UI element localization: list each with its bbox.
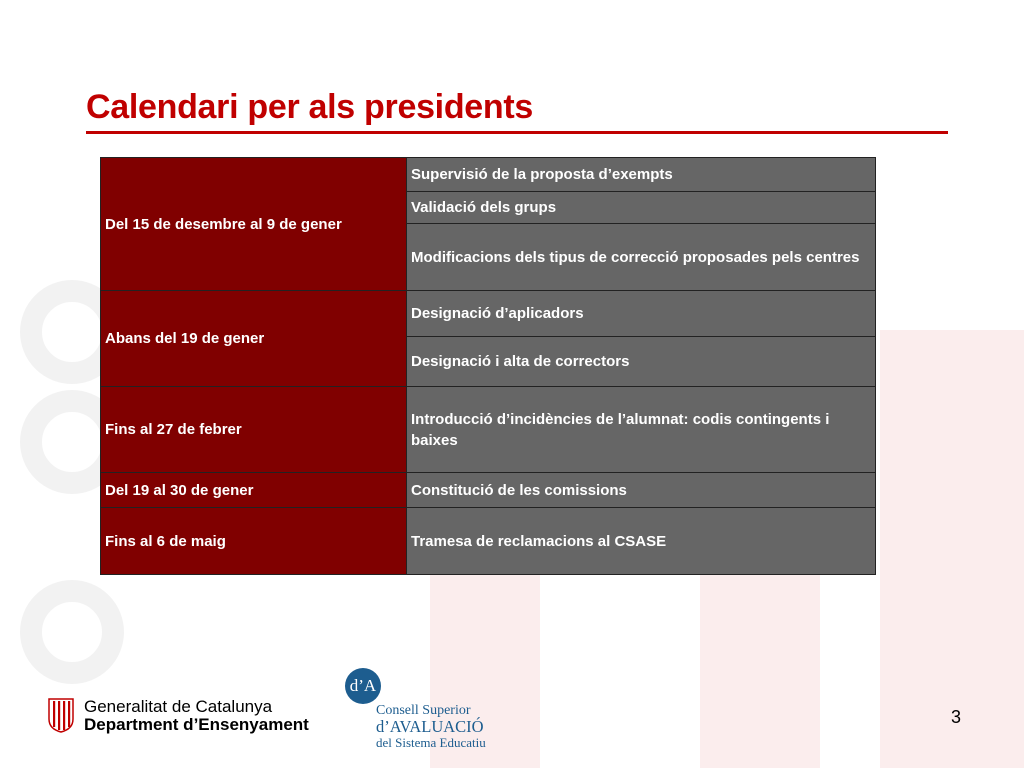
slide-title: Calendari per als presidents xyxy=(86,88,533,126)
schedule-table-body xyxy=(101,158,876,575)
schedule-period: Fins al 6 de maig xyxy=(101,508,407,575)
csase-logo xyxy=(342,666,486,750)
csase-line-2: d’AVALUACIÓ xyxy=(376,717,484,736)
background-watermark-bar xyxy=(880,330,1024,768)
schedule-task: Validació dels grups xyxy=(407,192,876,224)
csase-line-3: del Sistema Educatiu xyxy=(376,735,486,750)
department-name: Department d’Ensenyament xyxy=(84,715,309,734)
schedule-period: Fins al 27 de febrer xyxy=(101,387,407,473)
schedule-row xyxy=(101,508,876,575)
csase-badge-icon: d’A xyxy=(345,668,381,704)
schedule-task: Designació d’aplicadors xyxy=(407,291,876,337)
schedule-row xyxy=(101,291,876,337)
csase-line-1: Consell Superior xyxy=(376,703,471,718)
schedule-period: Abans del 19 de gener xyxy=(101,291,407,387)
schedule-period: Del 15 de desembre al 9 de gener xyxy=(101,158,407,291)
schedule-task: Constitució de les comissions xyxy=(407,473,876,508)
schedule-task: Modificacions dels tipus de correcció proposades pels centres xyxy=(407,224,876,291)
page-number: 3 xyxy=(951,707,962,727)
title-underline xyxy=(86,131,948,134)
schedule-task: Introducció d’incidències de l’alumnat: codis contingents i baixes xyxy=(407,387,876,473)
schedule-row xyxy=(101,473,876,508)
background-watermark-ring xyxy=(20,580,124,684)
schedule-row xyxy=(101,158,876,192)
senyera-emblem-icon xyxy=(47,697,75,733)
schedule-row xyxy=(101,387,876,473)
schedule-period: Del 19 al 30 de gener xyxy=(101,473,407,508)
schedule-task: Tramesa de reclamacions al CSASE xyxy=(407,508,876,575)
generalitat-name: Generalitat de Catalunya xyxy=(84,697,273,716)
schedule-task: Supervisió de la proposta d’exempts xyxy=(407,158,876,192)
schedule-table xyxy=(100,157,876,575)
schedule-task: Designació i alta de correctors xyxy=(407,337,876,387)
